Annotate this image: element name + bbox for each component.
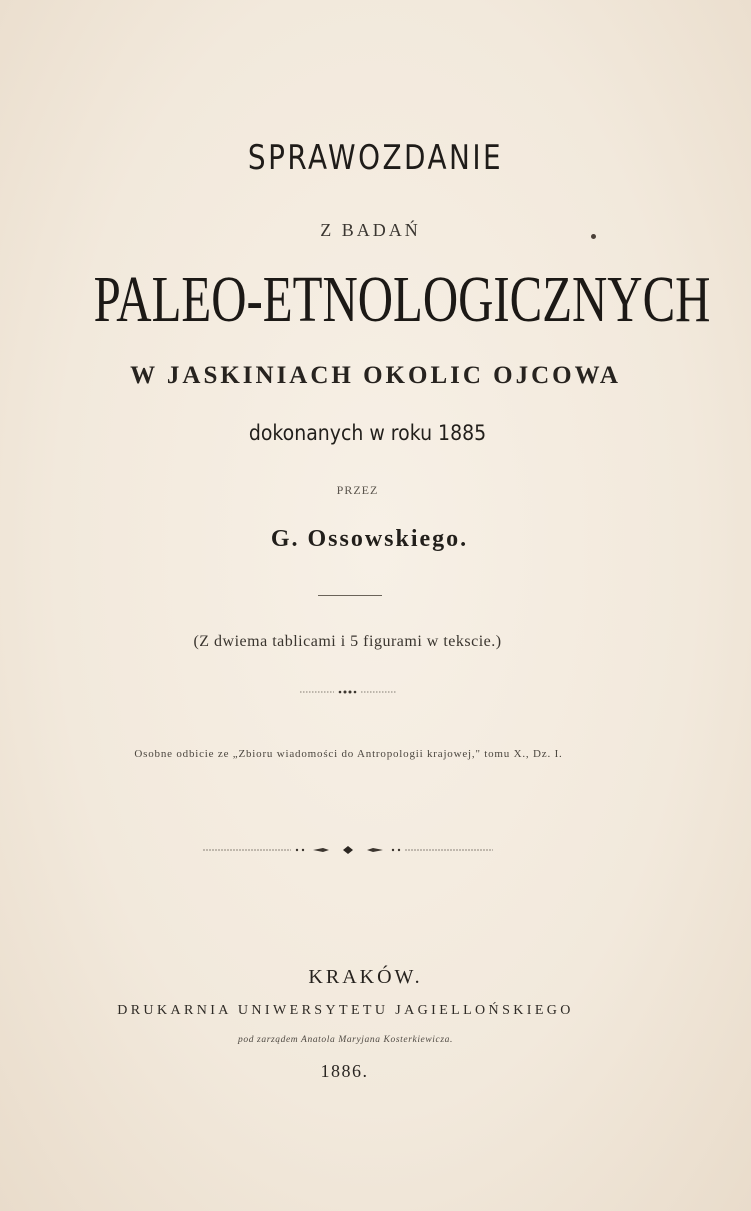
date-line: dokonanych w roku 1885 xyxy=(248,421,487,445)
by-line: PRZEZ xyxy=(336,483,379,497)
publication-year: 1886. xyxy=(320,1061,369,1081)
printer: DRUKARNIA UNIWERSYTETU JAGIELLOŃSKIEGO xyxy=(117,1003,574,1018)
printer-management: pod zarządem Anatola Maryjana Kosterkiewicza. xyxy=(238,1035,453,1045)
book-title: SPRAWOZDANIE xyxy=(247,138,504,178)
main-title: PALEO-ETNOLOGICZNYCH xyxy=(93,263,711,336)
illustrations-note: (Z dwiema tablicami i 5 figurami w tekscie.) xyxy=(193,633,502,650)
subtitle-small: Z BADAŃ xyxy=(320,220,421,240)
offprint-note: Osobne odbicie ze „Zbioru wiadomości do Antropologii krajowej," tomu X., Dz. I. xyxy=(134,748,563,760)
short-rule xyxy=(318,595,382,596)
city: KRAKÓW. xyxy=(308,966,423,988)
large-ornament xyxy=(203,845,493,855)
small-ornament xyxy=(300,689,396,695)
author-name: G. Ossowskiego. xyxy=(270,526,469,552)
location-line: W JASKINIACH OKOLIC OJCOWA xyxy=(130,362,621,389)
